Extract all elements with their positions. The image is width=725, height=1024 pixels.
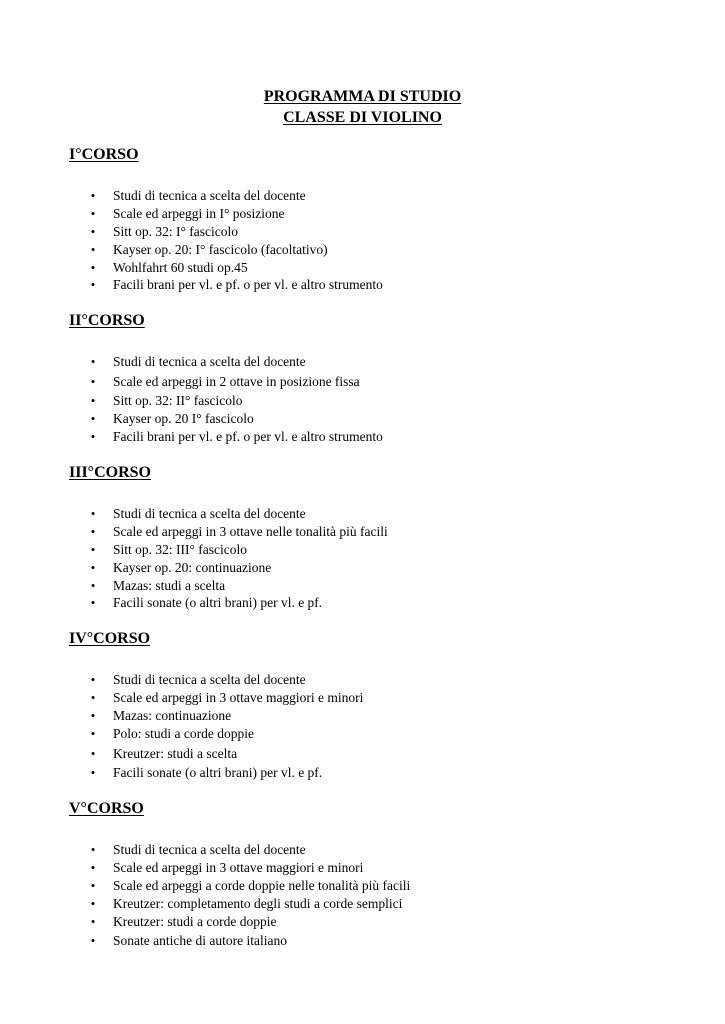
bullet-icon: • [90, 859, 96, 875]
list-item [0, 372, 725, 392]
list-item [0, 187, 725, 205]
bullet-icon: • [90, 745, 96, 761]
list-item-text: Facili sonate (o altri brani) per vl. e pf. [113, 595, 323, 611]
list-item [0, 410, 725, 428]
bullet-icon: • [90, 188, 96, 203]
list-item [0, 594, 725, 612]
list-item [0, 541, 725, 559]
bullet-icon: • [90, 373, 96, 389]
list-item-text: Scale ed arpeggi in 3 ottave maggiori e minori [113, 859, 364, 875]
list-item-text: Wohlfahrt 60 studi op.45 [113, 259, 248, 275]
bullet-icon: • [90, 895, 96, 911]
list-item [0, 223, 725, 241]
list-item [0, 505, 725, 523]
section-list-corso-2 [0, 353, 725, 446]
list-item-text: Polo: studi a corde doppie [113, 725, 254, 741]
list-item-text: Studi di tecnica a scelta del docente [113, 506, 306, 521]
list-item [0, 913, 725, 931]
bullet-icon: • [90, 277, 96, 293]
list-item-text: Kayser op. 20: continuazione [113, 559, 272, 575]
bullet-icon: • [90, 877, 96, 893]
bullet-icon: • [90, 913, 96, 929]
section-heading-corso-1: I°CORSO [69, 146, 139, 163]
list-item [0, 877, 725, 895]
list-item-text: Sitt op. 32: I° fascicolo [113, 223, 239, 239]
list-item-text: Kreutzer: completamento degli studi a corde semplici [113, 895, 403, 911]
bullet-icon: • [90, 764, 96, 780]
list-item [0, 353, 725, 371]
list-item [0, 259, 725, 277]
list-item [0, 392, 725, 410]
list-item [0, 577, 725, 595]
list-item [0, 725, 725, 743]
bullet-icon: • [90, 259, 96, 275]
list-item [0, 895, 725, 913]
list-item-text: Scale ed arpeggi in I° posizione [113, 205, 285, 221]
list-item-text: Facili brani per vl. e pf. o per vl. e altro strumento [113, 277, 383, 293]
list-item [0, 428, 725, 446]
list-item-text: Sitt op. 32: II° fascicolo [113, 392, 243, 408]
bullet-icon: • [90, 523, 96, 539]
list-item [0, 241, 725, 259]
list-item-text: Kreutzer: studi a corde doppie [113, 913, 277, 929]
section-list-corso-3 [0, 505, 725, 612]
list-item-text: Mazas: studi a scelta [113, 577, 226, 593]
list-item [0, 671, 725, 689]
list-item-text: Kreutzer: studi a scelta [113, 745, 238, 761]
section-heading-corso-3: III°CORSO [69, 464, 151, 481]
list-item-text: Studi di tecnica a scelta del docente [113, 842, 306, 857]
section-list-corso-1 [0, 187, 725, 294]
section-heading-corso-5: V°CORSO [69, 800, 144, 817]
list-item-text: Sonate antiche di autore italiano [113, 933, 287, 949]
bullet-icon: • [90, 933, 96, 949]
list-item-text: Kayser op. 20: I° fascicolo (facoltativo) [113, 241, 328, 257]
list-item-text: Facili brani per vl. e pf. o per vl. e altro strumento [113, 428, 383, 444]
list-item-text: Scale ed arpeggi in 3 ottave maggiori e minori [113, 689, 364, 705]
section-heading-corso-2: II°CORSO [69, 312, 145, 329]
list-item-text: Scale ed arpeggi in 3 ottave nelle tonalità più facili [113, 523, 388, 539]
list-item-text: Studi di tecnica a scelta del docente [113, 672, 306, 687]
list-item-text: Kayser op. 20 I° fascicolo [113, 410, 254, 426]
list-item-text: Scale ed arpeggi in 2 ottave in posizione fissa [113, 373, 360, 389]
section-list-corso-4 [0, 671, 725, 781]
list-item [0, 205, 725, 223]
list-item [0, 707, 725, 725]
list-item-text: Scale ed arpeggi a corde doppie nelle tonalità più facili [113, 877, 411, 893]
list-item [0, 764, 725, 782]
bullet-icon: • [90, 392, 96, 408]
bullet-icon: • [90, 541, 96, 557]
document-title-line-1: PROGRAMMA DI STUDIO [263, 88, 462, 105]
list-item [0, 744, 725, 764]
list-item-text: Studi di tecnica a scelta del docente [113, 188, 306, 203]
bullet-icon: • [90, 205, 96, 221]
list-item-text: Sitt op. 32: III° fascicolo [113, 541, 247, 557]
document-title-line-2: CLASSE DI VIOLINO [283, 109, 442, 126]
bullet-icon: • [90, 241, 96, 257]
bullet-icon: • [90, 595, 96, 611]
bullet-icon: • [90, 354, 96, 369]
bullet-icon: • [90, 559, 96, 575]
list-item [0, 931, 725, 951]
bullet-icon: • [90, 725, 96, 741]
bullet-icon: • [90, 506, 96, 521]
section-heading-corso-4: IV°CORSO [69, 630, 151, 647]
bullet-icon: • [90, 223, 96, 239]
bullet-icon: • [90, 707, 96, 723]
list-item [0, 559, 725, 577]
bullet-icon: • [90, 410, 96, 426]
list-item [0, 841, 725, 859]
list-item [0, 523, 725, 541]
list-item-text: Mazas: continuazione [113, 707, 232, 723]
bullet-icon: • [90, 842, 96, 857]
list-item [0, 276, 725, 294]
section-list-corso-5 [0, 841, 725, 951]
list-item-text: Facili sonate (o altri brani) per vl. e pf. [113, 764, 323, 780]
list-item-text: Studi di tecnica a scelta del docente [113, 354, 306, 369]
list-item [0, 689, 725, 707]
bullet-icon: • [90, 689, 96, 705]
bullet-icon: • [90, 672, 96, 687]
bullet-icon: • [90, 428, 96, 444]
list-item [0, 859, 725, 877]
bullet-icon: • [90, 577, 96, 593]
